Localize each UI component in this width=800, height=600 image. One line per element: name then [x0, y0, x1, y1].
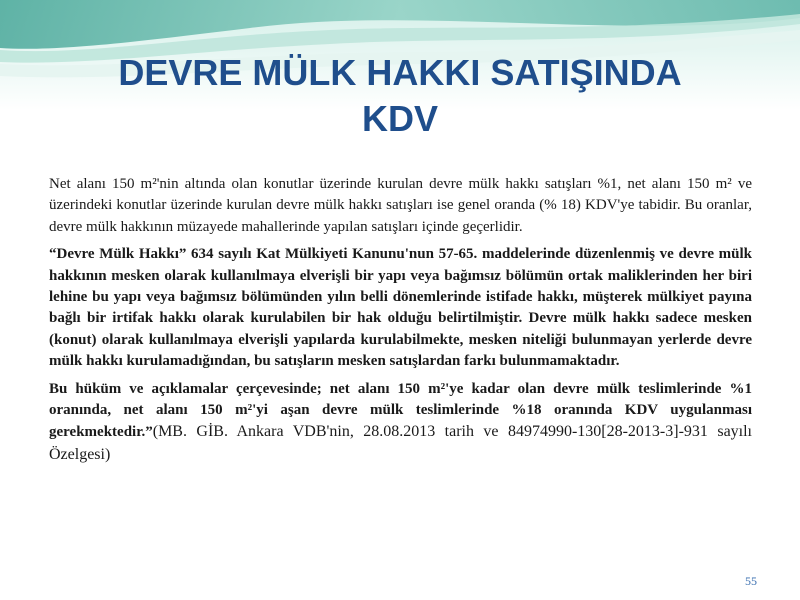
- paragraph-3: [49, 379, 752, 467]
- paragraph-3-bold: Bu hüküm ve açıklamalar çerçevesinde; net alanı 150 m²'ye kadar olan devre mülk teslimlerinde %1 oranında, net alanı 150 m²'yi aşan devre mülk teslimlerinde %18 oranında KDV uygulanması gerekmektedir.”: [49, 380, 752, 441]
- title-line-2: KDV: [361, 98, 438, 139]
- slide-body: [49, 174, 752, 472]
- paragraph-3-citation: (MB. GİB. Ankara VDB'nin, 28.08.2013 tarih ve 84974990-130[28-2013-3]-931 sayılı Özelgesi): [49, 423, 752, 463]
- paragraph-2: “Devre Mülk Hakkı” 634 sayılı Kat Mülkiyeti Kanunu'nun 57-65. maddelerinde düzenlenmiş ve devre mülk hakkının mesken olarak kullanılmaya elverişli bir yapı veya bağımsız bölümün ortak maliklerinden her biri lehine bu yapı veya bağımsız bölümünden yılın belli dönemlerinde istifade hakkı, müşterek mülkiyet payına bağlı bir irtifak hakkı olarak kurulabilen bir hak olduğu belirtilmiştir. Devre mülk hakkı sadece mesken (konut) olarak kullanılmaya elverişli yapılarda kurulabilmekte, mesken niteliği bulunmayan yerlerde devre mülk hakkı kurulamadığından, bu satışların mesken satışlardan farkı bulunmamaktadır.: [49, 246, 752, 370]
- title-line-1: DEVRE MÜLK HAKKI SATIŞINDA: [118, 52, 682, 93]
- page-number: 55: [745, 574, 757, 588]
- paragraph-1: Net alanı 150 m²'nin altında olan konutlar üzerinde kurulan devre mülk hakkı satışları %1, net alanı 150 m² ve üzerindeki konutlar üzerinde kurulan devre mülk hakkı satışları ise genel oranda (% 18) KDV'ye tabidir. Bu oranlar, devre mülk hakkının müzayede mahallerinde yapılan satışları içinde geçerlidir.: [49, 176, 752, 235]
- slide-title: [20, 50, 780, 142]
